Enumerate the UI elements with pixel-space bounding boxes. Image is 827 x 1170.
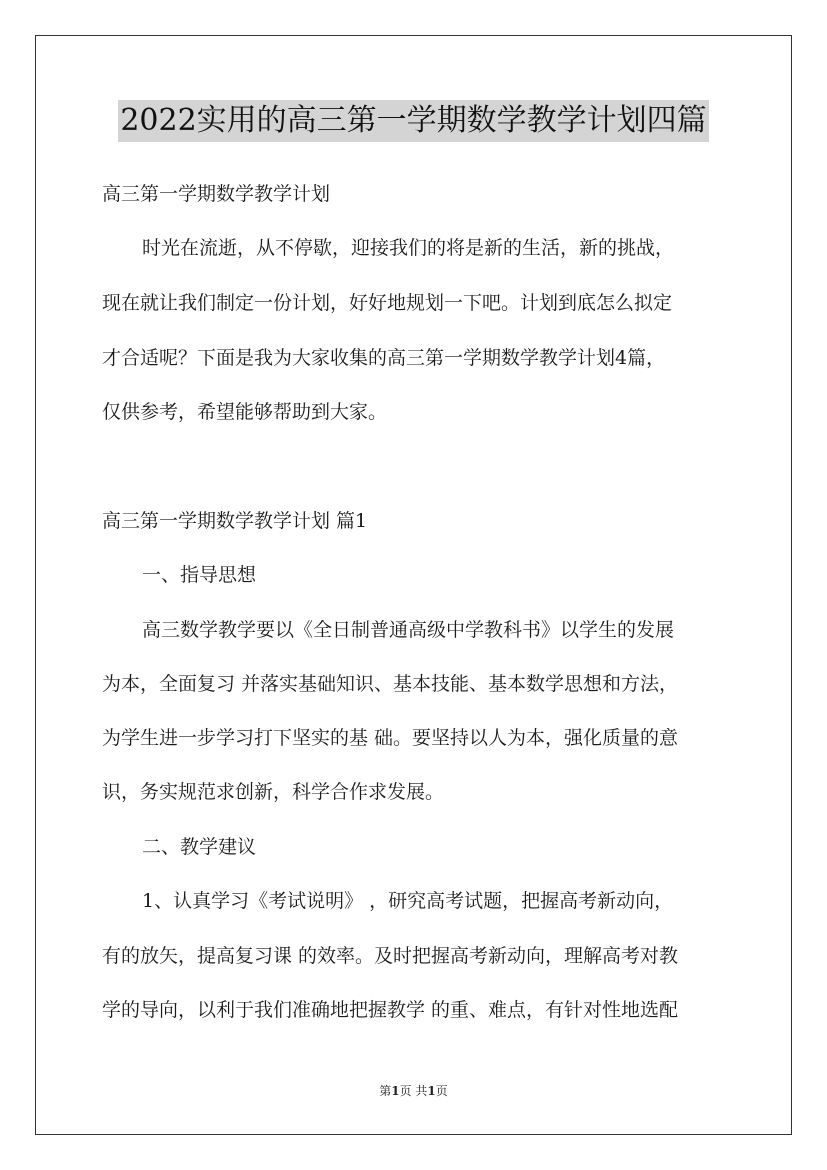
paragraph-line: 识，务实规范求创新，科学合作求发展。 (102, 781, 445, 803)
paragraph-line: 时光在流逝，从不停歇，迎接我们的将是新的生活，新的挑战， (142, 237, 675, 259)
section-heading: 高三第一学期数学教学计划 (102, 183, 331, 205)
paragraph-line: 1、认真学习《考试说明》 ，研究高考试题，把握高考新动向， (142, 890, 674, 912)
subheading: 二、教学建议 (142, 836, 257, 858)
paragraph-line: 学的导向，以利于我们准确地把握教学 的重、难点，有针对性地选配 (102, 999, 679, 1021)
page-footer (0, 1083, 827, 1099)
section-heading: 高三第一学期数学教学计划 篇1 (102, 510, 368, 532)
paragraph-line: 为本，全面复习 并落实基础知识、基本技能、基本数学思想和方法， (102, 673, 679, 695)
paragraph-line: 高三数学教学要以《全日制普通高级中学教科书》以学生的发展 (142, 619, 675, 641)
paragraph-line: 才合适呢？下面是我为大家收集的高三第一学期数学教学计划4篇， (102, 347, 666, 369)
footer-suffix: 页 (435, 1084, 448, 1098)
document-title: 2022实用的高三第一学期数学教学计划四篇 (118, 100, 708, 142)
paragraph-line: 仅供参考，希望能够帮助到大家。 (102, 401, 388, 423)
footer-middle: 页 共 (399, 1084, 428, 1098)
paragraph-line: 为学生进一步学习打下坚实的基 础。要坚持以人为本，强化质量的意 (102, 727, 679, 749)
subheading: 一、指导思想 (142, 564, 257, 586)
footer-page-number: 1 (391, 1084, 400, 1098)
paragraph-line: 有的放矢，提高复习课 的效率。及时把握高考新动向，理解高考对教 (102, 945, 679, 967)
footer-prefix: 第 (379, 1084, 392, 1098)
paragraph-line: 现在就让我们制定一份计划，好好地规划一下吧。计划到底怎么拟定 (102, 292, 673, 314)
footer-total-pages: 1 (427, 1084, 436, 1098)
title-container (0, 100, 827, 142)
